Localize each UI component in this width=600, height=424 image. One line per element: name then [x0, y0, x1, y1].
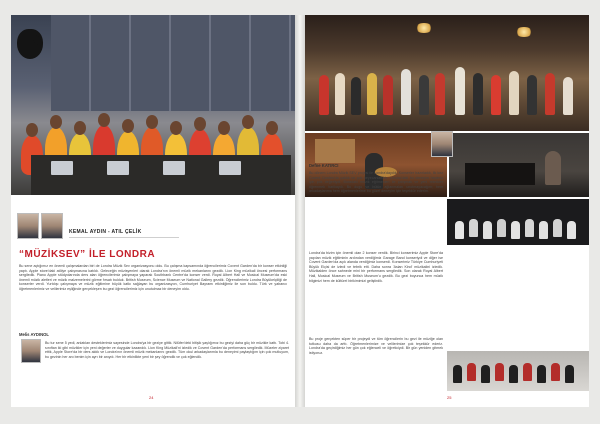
singer-figure — [539, 221, 548, 239]
performer-figure — [367, 73, 377, 115]
singer-figure — [523, 363, 532, 381]
left-page — [11, 15, 295, 407]
performer-figure — [319, 75, 329, 115]
defne-text: Bu dönem Londra Müzik SEV projesi ile Londra'daydık. Konserler hazırladık, ilk kez Covent Garden'da çaldık ve çok heyecanlandık. Londra'daki bu deneyim hepimiz için çok değerliydi. Buradaki müzik eğitmenleri ile çalışmak ve yeni teknikler öğrenmek harikaydı. Bu dugu ve bütün ağlanmaları unutmayacağım; hem arkadaşlarıma hem öğretmenlerime bu güzel deneyim için teşekkür ederim. — [309, 171, 443, 194]
singer-figure — [525, 219, 534, 237]
student-photo-melis — [21, 339, 41, 363]
singer-figure — [497, 219, 506, 237]
performer-figure — [491, 75, 501, 115]
singer-figure — [553, 219, 562, 237]
performer-figure — [351, 77, 361, 115]
byline-divider — [69, 237, 179, 238]
laptop-icon — [163, 161, 185, 175]
singer-figure — [551, 363, 560, 381]
intro-text: Bu sene açtığımız en önemli çalışmalardan biri de Londra Müzik Sev organizasyonu oldu. Bu çalışma kapsamında öğrencilerimiz Covent Garden'da bir konser etkinliği yaptı. Apple store'daki atölye çalışmasına katıldı. Geleceğin müzisyenleri olarak Londra'nın önemli müzik mekanlarını gezdik. Lion King müzikali öncesi performans sergiledik. Piano Apple stüdyolarında ders alan öğrencilerimiz çalışmaya yaparak Southbank Centre'da konser verdi. Royal Albert Hall ve Musical Museum'da eski önemli müzik aletleri ve müzik malzemelerini görme fırsatı bulduk. British Museum, Science Museum ve National Gallery gezdik. Öğrencilerimiz Londra Büyükelçiliği de konserler verdi. Yurtdışı çalışmaya ve müzik eğitimine büyük katkı sağlayan bu organizasyon, Cumhuriyet Bayramı etkinliğimiz ile son buldu. Türk ve yabancı öğretmenlerimiz ve velilerimiz eşliğinde gerçekleşen bu gezi öğrencilerimiz için unutulmaz bir deneyim oldu. — [19, 264, 287, 291]
piano-icon — [465, 163, 535, 185]
performer-figure — [455, 67, 465, 115]
chandelier-icon — [415, 23, 433, 33]
singer-figure — [483, 221, 492, 239]
photo-background-wall — [51, 15, 295, 111]
singer-figure — [511, 221, 520, 239]
singer-figure — [495, 363, 504, 381]
page-gutter — [295, 15, 305, 407]
choir-stage-photo — [447, 351, 589, 391]
article-title: “MÜZİKSEV” İLE LONDRA — [19, 249, 156, 260]
singer-figure — [469, 219, 478, 237]
performer-figure — [545, 73, 555, 115]
singer-figure — [467, 363, 476, 381]
laptop-icon — [107, 161, 129, 175]
performer-figure — [527, 75, 537, 115]
student-photo-defne — [431, 131, 453, 157]
singer-figure — [567, 221, 576, 239]
performer-figure — [509, 71, 519, 115]
singer-figure — [537, 365, 546, 383]
concert-hall-photo — [305, 15, 589, 131]
page-number-left: 24 — [149, 395, 154, 400]
concert-text: Londra'da bizim için önemli olan 2 konser verdik. Birinci konserimiz Apple Store'da yapılan müzik eğitiminin ardından verdiğimiz Garage Band konseriydi ve diğer ise Covent Garden'da açık alanda verdiğimiz konserdi. Konserimiz Türkiye Cumhuriyeti Büyük Elçisi de izledi ve tebrik etti. Daha sonra 'Asian Kind' müzikalini izledik. Müzikalden önce sahnede mini bir performans sergiledik. Son olarak Royal Albert Hall, Musical Museum ve British Museum'u gezdik. Bu gezi boyunca hem müzik bilgimizi hem de kültürel birikimimizi geliştirdik. — [309, 251, 443, 283]
laptop-icon — [51, 161, 73, 175]
piano-performance-photo — [449, 133, 589, 197]
performer-figure — [435, 73, 445, 115]
laptop-icon — [219, 161, 241, 175]
author-photo-atil — [41, 213, 63, 239]
singer-figure — [565, 365, 574, 383]
performer-figure — [401, 69, 411, 115]
closing-text: Bu proje gerçekten süper bir projeydi ve tüm öğrencilerin bu gezi ile müziğe olan tutkusu daha da arttı. Öğretmenlerimize ve velilerimize çok teşekkür ederiz. Londra'da geçirdiğimiz her gün çok eğlenceli ve öğreticiydi. Bir gün yeniden gitmek istiyoruz. — [309, 337, 443, 355]
choir-dark-photo — [447, 199, 589, 245]
right-page — [305, 15, 589, 407]
pianist-figure — [545, 151, 561, 185]
wall-frame — [315, 139, 355, 163]
author-byline: KEMAL AYDIN - ATIL ÇELİK — [69, 229, 142, 235]
performer-figure — [563, 77, 573, 115]
apple-logo-icon — [17, 29, 43, 59]
performer-figure — [335, 73, 345, 115]
performer-figure — [473, 73, 483, 115]
student-name-defne: Defne KATIRCI — [309, 163, 339, 168]
melis-text: Bu tur sene 5 yedi, anlatılan desteklerimiz sayesinde Londra'ya bir geziye gittik. Nilüfer'deki bitişik yaşlığımız bu geziyi daha güç bir müzikle kattı. Tobi 4. sınıftan iki gibi müzikler için yeni değerler ve duygular kazandık. Lion King Müzikali'ni izledik ve Covent Garden'da performans sergiledik. Müzeler ziyaret ettik, Apple Store'da bir ders aldık ve Londra'nın önemli müzik mekanlarını gezdik. Tüm okul arkadaşlarımla bu deneyimi paylaştığım için çok mutluyum, bu gezinin her anı benim için ayrı bir anıydı. Her bir etkinlikte yeni bir şey öğrendik ve çok eğlendik. — [45, 341, 289, 359]
student-name-melis: Melis AYDINOL — [19, 332, 49, 337]
performer-figure — [383, 75, 393, 115]
singer-figure — [509, 365, 518, 383]
author-photo-kemal — [17, 213, 39, 239]
singer-figure — [481, 365, 490, 383]
singer-figure — [453, 365, 462, 383]
page-number-right: 25 — [447, 395, 452, 400]
chandelier-icon — [515, 27, 533, 37]
singer-figure — [455, 221, 464, 239]
performer-figure — [419, 75, 429, 115]
apple-store-group-photo — [11, 15, 295, 195]
